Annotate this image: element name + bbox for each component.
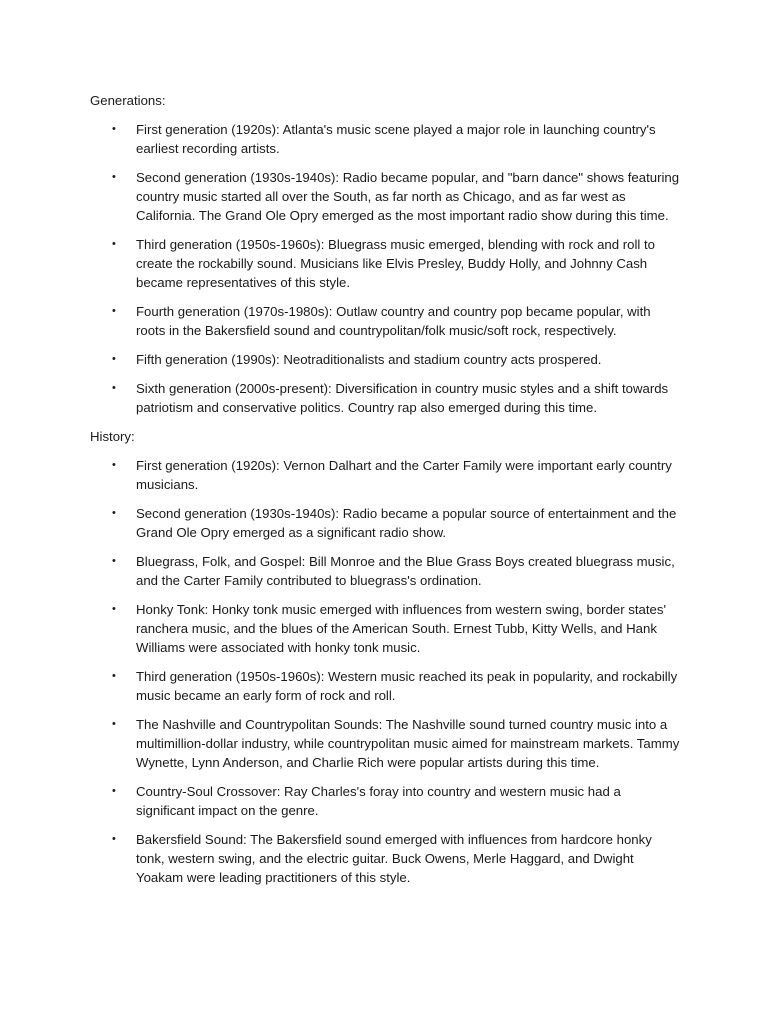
list-item	[90, 456, 680, 494]
bullet-icon: •	[112, 785, 116, 797]
bullet-icon: •	[112, 603, 116, 615]
bullet-icon: •	[112, 382, 116, 394]
bullet-list	[90, 456, 680, 887]
bullet-icon: •	[112, 833, 116, 845]
list-item	[90, 379, 680, 417]
list-item-text: Second generation (1930s-1940s): Radio became a popular source of entertainment and the Grand Ole Opry emerged as a significant radio show.	[136, 506, 677, 540]
list-item-text: First generation (1920s): Atlanta's music scene played a major role in launching country's earliest recording artists.	[136, 122, 656, 156]
bullet-icon: •	[112, 353, 116, 365]
list-item-text: Country-Soul Crossover: Ray Charles's foray into country and western music had a significant impact on the genre.	[136, 784, 621, 818]
list-item	[90, 667, 680, 705]
list-item	[90, 782, 680, 820]
list-item-text: Sixth generation (2000s-present): Diversification in country music styles and a shift towards patriotism and conservative politics. Country rap also emerged during this time.	[136, 381, 669, 415]
list-item	[90, 715, 680, 772]
bullet-icon: •	[112, 459, 116, 471]
list-item-text: Second generation (1930s-1940s): Radio became popular, and "barn dance" shows featuring country music started all over the South, as far north as Chicago, and as far west as California. The Grand Ole Opry emerged as the most important radio show during this time.	[136, 170, 680, 223]
list-item-text: Third generation (1950s-1960s): Western music reached its peak in popularity, and rockabilly music became an early form of rock and roll.	[136, 669, 678, 703]
list-item-text: Bakersfield Sound: The Bakersfield sound emerged with influences from hardcore honky tonk, western swing, and the electric guitar. Buck Owens, Merle Haggard, and Dwight Yoakam were leading practitioners of this style.	[136, 832, 652, 885]
list-item	[90, 302, 680, 340]
list-item	[90, 235, 680, 292]
list-item-text: Fifth generation (1990s): Neotraditionalists and stadium country acts prospered.	[136, 352, 602, 367]
section-heading: Generations:	[90, 93, 166, 108]
document-body	[90, 91, 680, 897]
bullet-icon: •	[112, 238, 116, 250]
bullet-icon: •	[112, 718, 116, 730]
section-generations	[90, 91, 680, 417]
list-item-text: First generation (1920s): Vernon Dalhart and the Carter Family were important early country musicians.	[136, 458, 672, 492]
list-item	[90, 350, 680, 369]
list-item-text: Honky Tonk: Honky tonk music emerged with influences from western swing, border states' ranchera music, and the blues of the American South. Ernest Tubb, Kitty Wells, and Hank Williams were associated with honky tonk music.	[136, 602, 667, 655]
list-item-text: The Nashville and Countrypolitan Sounds: The Nashville sound turned country music into a multimillion-dollar industry, while countrypolitan music aimed for mainstream markets. Tammy Wynette, Lynn Anderson, and Charlie Rich were popular artists during this time.	[136, 717, 680, 770]
bullet-icon: •	[112, 670, 116, 682]
bullet-icon: •	[112, 171, 116, 183]
list-item-text: Fourth generation (1970s-1980s): Outlaw country and country pop became popular, with roots in the Bakersfield sound and countrypolitan/folk music/soft rock, respectively.	[136, 304, 651, 338]
bullet-list	[90, 120, 680, 417]
list-item	[90, 120, 680, 158]
list-item	[90, 168, 680, 225]
bullet-icon: •	[112, 123, 116, 135]
list-item	[90, 552, 680, 590]
list-item-text: Bluegrass, Folk, and Gospel: Bill Monroe and the Blue Grass Boys created bluegrass music, and the Carter Family contributed to bluegrass's ordination.	[136, 554, 675, 588]
list-item	[90, 830, 680, 887]
list-item	[90, 600, 680, 657]
list-item	[90, 504, 680, 542]
bullet-icon: •	[112, 507, 116, 519]
section-heading: History:	[90, 429, 135, 444]
section-history	[90, 427, 680, 887]
list-item-text: Third generation (1950s-1960s): Bluegrass music emerged, blending with rock and roll to create the rockabilly sound. Musicians like Elvis Presley, Buddy Holly, and Johnny Cash became representatives of this style.	[136, 237, 655, 290]
bullet-icon: •	[112, 555, 116, 567]
bullet-icon: •	[112, 305, 116, 317]
